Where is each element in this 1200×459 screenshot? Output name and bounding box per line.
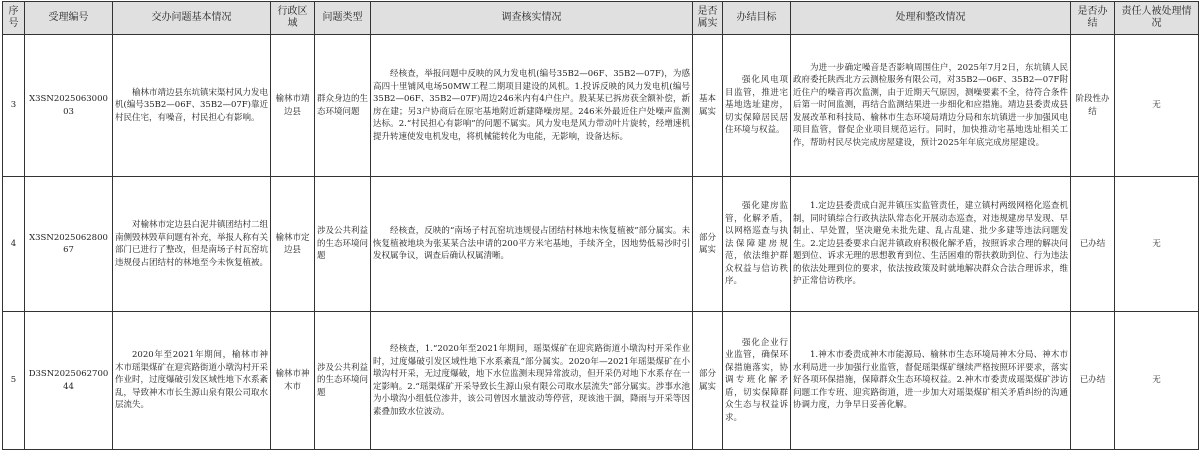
cell-closed: 已办结	[1071, 177, 1115, 312]
cell-case-no: X3SN202506280067	[25, 177, 113, 312]
cell-region: 榆林市靖边县	[271, 35, 315, 177]
cell-accountability: 无	[1115, 35, 1199, 177]
cell-investigation: 经核查，反映的“南场子村瓦窑坑违规侵占团结村林地未恢复植被”部分属实。未恢复植被地块为张某某合法申请的200平方米宅基地，手续齐全，因地势低易沙时引发权属争议，调查后确认权属清晰。	[371, 177, 693, 312]
table-row	[3, 312, 1199, 450]
cell-goal: 强化企业行业监管，确保环保措施落实，协调专班化解矛盾，切实保障群众生态与权益诉求。	[723, 312, 791, 450]
header-region: 行政区域	[271, 2, 315, 35]
cell-case-no: X3SN202506300003	[25, 35, 113, 177]
header-seq: 序号	[3, 2, 25, 35]
header-goal: 办结目标	[723, 2, 791, 35]
header-case-no: 受理编号	[25, 2, 113, 35]
header-type: 问题类型	[315, 2, 371, 35]
header-closed: 是否办结	[1071, 2, 1115, 35]
cell-investigation: 经核查，1.“2020年至2021年期间，瑶渠煤矿在迎宾路街道小墩沟村开采作业时，过度爆破引发区域性地下水系紊乱”部分属实。2020年—2021年瑶渠煤矿在小墩沟村开采，无过度爆破，地下水位监测未现异常波动，但开采仍对地下水系存在一定影响。2.“瑶渠煤矿开采导致长生源山泉有限公司取水层流失”部分属实。涉事水池为小墩沟小组低位渗井，该公司曾因水量波动等停营，现该池干涸，降雨与开采等因素叠加致水位波动。	[371, 312, 693, 450]
table-header-row	[3, 2, 1199, 35]
cell-issue: 2020年至2021年期间，榆林市神木市瑶渠煤矿在迎宾路街道小墩沟村开采作业时，过度爆破引发区域性地下水系紊乱，导致神木市长生源山泉有限公司取水层流失。	[113, 312, 271, 450]
header-verified: 是否属实	[693, 2, 723, 35]
cell-seq: 3	[3, 35, 25, 177]
header-investigation: 调查核实情况	[371, 2, 693, 35]
cell-handling: 1.神木市委责成神木市能源局、榆林市生态环境局神木分局、神木市水利局进一步加强行业监管，督促瑶渠煤矿继续严格按照环评要求，落实好各项环保措施，保障群众生态环境权益。2.神木市委责成瑶渠煤矿涉访问题工作专班、迎宾路街道，进一步加大对瑶渠煤矿相关矛盾纠纷的沟通协调力度，力争早日妥善化解。	[791, 312, 1071, 450]
header-handling: 处理和整改情况	[791, 2, 1071, 35]
cell-seq: 5	[3, 312, 25, 450]
cell-region: 榆林市定边县	[271, 177, 315, 312]
cell-verified: 基本属实	[693, 35, 723, 177]
cell-verified: 部分属实	[693, 312, 723, 450]
cell-accountability: 无	[1115, 177, 1199, 312]
cell-issue: 对榆林市定边县白泥井镇团结村二组南侧毁林毁草问题有补充，举报人称有关部门已进行了整改，但是南场子村瓦窑坑违规侵占团结村的林地至今未恢复植被。	[113, 177, 271, 312]
cell-region: 榆林市神木市	[271, 312, 315, 450]
cell-issue: 榆林市靖边县东坑镇宋渠村风力发电机(编号35B2—06F、35B2—07F)靠近村民住宅，有噪音，村民担心有影响。	[113, 35, 271, 177]
cell-verified: 部分属实	[693, 177, 723, 312]
cell-investigation: 经核查，举报问题中反映的风力发电机(编号35B2—06F、35B2—07F)，为感高四十里铺风电场50MW工程二期项目建设的风机。1.投诉反映的风力发电机(编号35B2—06F、35B2—07F)周边246米内有4户住户。股某某已拆房获全额补偿，新房在建；另3户协商后在原宅基地附近新建降噪房屋。246米外最近住户处噪声监测达标。2.“村民担心有影响”的问题不属实。风力发电是风力带动叶片旋转，经增速机提升转速使发电机发电，将机械能转化为电能，无影响，设备达标。	[371, 35, 693, 177]
cell-goal: 强化风电项目监管，推进宅基地选址建房，切实保障居民居住环境与权益。	[723, 35, 791, 177]
cell-closed: 已办结	[1071, 312, 1115, 450]
petition-handling-table	[2, 1, 1199, 450]
table-row	[3, 177, 1199, 312]
cell-type: 涉及公共利益的生态环境问题	[315, 312, 371, 450]
cell-handling: 1.定边县委责成白泥井镇压实监管责任，建立镇村两级网格化巡查机制，同时镇综合行政执法队常态化开展动态巡查，对违规建房早发现、早制止、早处置，坚决避免未批先建、乱占乱建、批少多建等违法问题发生。2.定边县委要求白泥井镇政府积极化解矛盾，按照诉求合理的解决问题到位、诉求无理的思想教育到位、生活困难的帮扶救助到位、行为违法的依法处理到位的要求，依法按政策及时就地解决群众合法合理诉求，维护正常信访秩序。	[791, 177, 1071, 312]
cell-type: 涉及公共利益的生态环境问题	[315, 177, 371, 312]
cell-type: 群众身边的生态环境问题	[315, 35, 371, 177]
header-issue: 交办问题基本情况	[113, 2, 271, 35]
cell-goal: 强化建房监管，化解矛盾，以网格巡查与执法保障建房规范，依法维护群众权益与信访秩序。	[723, 177, 791, 312]
cell-handling: 为进一步确定噪音是否影响周围住户，2025年7月2日，东坑镇人民政府委托陕西北方云测检服务有限公司，对35B2—06F、35B2—07F附近住户的噪音再次监测，由于近期天气原因，测噪要素不全，待符合条件后第一时间监测，再结合监测结果进一步细化和应措施。靖边县委责成县发展改革和科技局、榆林市生态环境局靖边分局和东坑镇进一步加强风电项目监管，督促企业项目规范运行。同时，加快推动宅基地选址相关工作，帮助村民尽快完成房屋建设，预计2025年年底完成房屋建设。	[791, 35, 1071, 177]
cell-seq: 4	[3, 177, 25, 312]
cell-case-no: D3SN202506270044	[25, 312, 113, 450]
cell-closed: 阶段性办结	[1071, 35, 1115, 177]
header-accountability: 责任人被处理情况	[1115, 2, 1199, 35]
cell-accountability: 无	[1115, 312, 1199, 450]
table-row	[3, 35, 1199, 177]
